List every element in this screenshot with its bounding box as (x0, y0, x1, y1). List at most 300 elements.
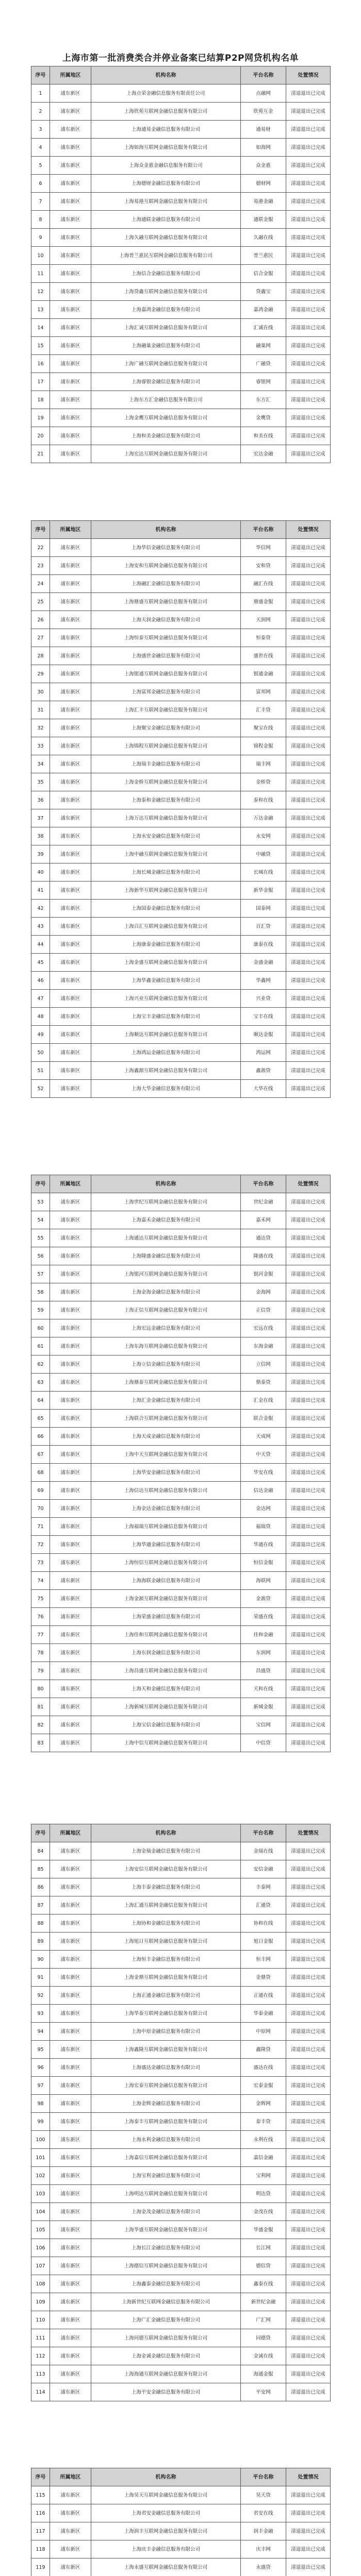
row-district: 浦东新区 (50, 1969, 91, 1987)
table-row (31, 1283, 331, 1301)
table-row (31, 103, 331, 121)
row-company-name: 上海同德互联网金融信息服务有限公司 (91, 2329, 241, 2347)
table-header-row (31, 66, 331, 84)
row-index: 14 (31, 319, 50, 337)
row-district: 浦东新区 (50, 121, 91, 139)
row-status: 清退退出已完成 (286, 301, 331, 319)
row-district: 浦东新区 (50, 175, 91, 193)
table-row (31, 2365, 331, 2383)
row-district: 浦东新区 (50, 2486, 91, 2504)
table-row (31, 2311, 331, 2329)
row-platform-name: 德财网 (241, 175, 286, 193)
row-company-name: 上海世纪互联网金融信息服务有限公司 (91, 1193, 241, 1211)
row-status: 清退退出已完成 (286, 2504, 331, 2522)
row-district: 浦东新区 (50, 2095, 91, 2113)
row-index: 69 (31, 1482, 50, 1500)
row-district: 浦东新区 (50, 1008, 91, 1026)
row-platform-name: 正通在线 (241, 1987, 286, 2005)
row-platform-name: 大华在线 (241, 1080, 286, 1098)
row-index: 96 (31, 2059, 50, 2077)
table-row (31, 355, 331, 373)
row-status: 清退退出已完成 (286, 445, 331, 463)
table-row (31, 1626, 331, 1644)
row-status: 清退退出已完成 (286, 2095, 331, 2113)
column-header: 序号 (31, 66, 50, 84)
row-company-name: 上海金茂金融信息服务有限公司 (91, 2203, 241, 2221)
row-status: 清退退出已完成 (286, 193, 331, 211)
table-row (31, 2077, 331, 2095)
row-status: 清退退出已完成 (286, 2113, 331, 2131)
row-district: 浦东新区 (50, 557, 91, 575)
row-company-name: 上海融巢金融信息服务有限公司 (91, 337, 241, 355)
row-index: 13 (31, 301, 50, 319)
row-status: 清退退出已完成 (286, 1572, 331, 1590)
row-platform-name: 易港金融 (241, 193, 286, 211)
row-platform-name: 福瑞贷 (241, 1518, 286, 1536)
row-platform-name: 汇金在线 (241, 1392, 286, 1410)
row-company-name: 上海金源互联网金融信息服务有限公司 (91, 1590, 241, 1608)
row-district: 浦东新区 (50, 1283, 91, 1301)
row-district: 浦东新区 (50, 2221, 91, 2239)
row-company-name: 上海中天互联网金融信息服务有限公司 (91, 1446, 241, 1464)
row-district: 浦东新区 (50, 157, 91, 175)
row-district: 浦东新区 (50, 2540, 91, 2558)
table-row (31, 936, 331, 954)
row-platform-name: 联合金服 (241, 1410, 286, 1428)
row-index: 88 (31, 1914, 50, 1933)
table-row (31, 557, 331, 575)
row-company-name: 上海海通互联网金融信息服务有限公司 (91, 2365, 241, 2383)
row-district: 浦东新区 (50, 809, 91, 827)
row-status: 清退退出已完成 (286, 1500, 331, 1518)
row-platform-name: 安信金融 (241, 1860, 286, 1878)
table-row (31, 2347, 331, 2365)
row-platform-name: 盛世在线 (241, 647, 286, 665)
row-platform-name: 天和在线 (241, 1680, 286, 1698)
row-district: 浦东新区 (50, 1878, 91, 1896)
row-company-name: 上海新城互联网金融信息服务有限公司 (91, 1698, 241, 1716)
table-row (31, 1644, 331, 1662)
row-status: 清退退出已完成 (286, 2522, 331, 2540)
table-row (31, 2383, 331, 2401)
row-district: 浦东新区 (50, 1062, 91, 1080)
row-platform-name: 鼎盛金服 (241, 593, 286, 611)
row-platform-name: 宝利网 (241, 2167, 286, 2185)
row-index: 41 (31, 882, 50, 900)
row-company-name: 上海兴业互联网金融信息服务有限公司 (91, 990, 241, 1008)
row-district: 浦东新区 (50, 1644, 91, 1662)
table-row (31, 1554, 331, 1572)
row-status: 清退退出已完成 (286, 954, 331, 972)
row-platform-name: 金达网 (241, 1500, 286, 1518)
table-row (31, 1500, 331, 1518)
row-status: 清退退出已完成 (286, 990, 331, 1008)
table-row (31, 2149, 331, 2167)
row-status: 清退退出已完成 (286, 1301, 331, 1319)
table-row (31, 1446, 331, 1464)
row-district: 浦东新区 (50, 103, 91, 121)
table-row (31, 445, 331, 463)
table-row (31, 247, 331, 265)
row-district: 浦东新区 (50, 2383, 91, 2401)
table-row (31, 647, 331, 665)
row-district: 浦东新区 (50, 719, 91, 737)
row-status: 清退退出已完成 (286, 175, 331, 193)
table-page-4 (31, 1824, 330, 2401)
row-status: 清退退出已完成 (286, 1987, 331, 2005)
row-status: 清退退出已完成 (286, 2293, 331, 2311)
row-district: 浦东新区 (50, 827, 91, 845)
row-platform-name: 昌盛贷 (241, 1662, 286, 1680)
row-index: 94 (31, 2023, 50, 2041)
row-platform-name: 恒泰贷 (241, 629, 286, 647)
table-row (31, 629, 331, 647)
row-district: 浦东新区 (50, 1626, 91, 1644)
row-district: 浦东新区 (50, 2077, 91, 2095)
row-index: 60 (31, 1319, 50, 1337)
table-row (31, 1464, 331, 1482)
row-platform-name: 银通金融 (241, 665, 286, 683)
row-status: 清退退出已完成 (286, 1626, 331, 1644)
row-status: 清退退出已完成 (286, 593, 331, 611)
row-index: 37 (31, 809, 50, 827)
row-status: 清退退出已完成 (286, 1229, 331, 1247)
row-district: 浦东新区 (50, 1044, 91, 1062)
row-status: 清退退出已完成 (286, 1374, 331, 1392)
row-company-name: 上海鑫泰金融信息服务有限公司 (91, 2275, 241, 2293)
row-company-name: 上海易港互联网金融信息服务有限公司 (91, 193, 241, 211)
table-row (31, 1987, 331, 2005)
row-company-name: 上海嘉信互联网金融信息服务有限公司 (91, 2149, 241, 2167)
row-platform-name: 康泰在线 (241, 936, 286, 954)
row-platform-name: 汇诚在线 (241, 319, 286, 337)
row-platform-name: 锦程金服 (241, 737, 286, 755)
row-company-name: 上海华盛互联网金融信息服务有限公司 (91, 2221, 241, 2239)
row-company-name: 上海宏远金融信息服务有限公司 (91, 1319, 241, 1337)
row-district: 浦东新区 (50, 1410, 91, 1428)
row-company-name: 上海广融互联网金融信息服务有限公司 (91, 355, 241, 373)
institution-table (31, 66, 331, 463)
row-status: 清退退出已完成 (286, 1446, 331, 1464)
row-status: 清退退出已完成 (286, 121, 331, 139)
row-district: 浦东新区 (50, 391, 91, 409)
row-index: 58 (31, 1283, 50, 1301)
row-district: 浦东新区 (50, 229, 91, 247)
row-company-name: 上海德信互联网金融信息服务有限公司 (91, 2257, 241, 2275)
row-status: 清退退出已完成 (286, 1428, 331, 1446)
row-status: 清退退出已完成 (286, 918, 331, 936)
row-index: 54 (31, 1211, 50, 1229)
row-index: 101 (31, 2149, 50, 2167)
column-header: 序号 (31, 2468, 50, 2486)
row-company-name: 上海庆丰金融信息服务有限公司 (91, 2540, 241, 2558)
row-company-name: 上海众金惠金融信息服务有限公司 (91, 157, 241, 175)
row-company-name: 上海万达互联网金融信息服务有限公司 (91, 809, 241, 827)
row-status: 清退退出已完成 (286, 2383, 331, 2401)
row-platform-name: 恒信金服 (241, 1554, 286, 1572)
row-district: 浦东新区 (50, 1608, 91, 1626)
row-platform-name: 永安网 (241, 827, 286, 845)
row-platform-name: 君安在线 (241, 2504, 286, 2522)
institution-table (31, 1824, 331, 2401)
row-district: 浦东新区 (50, 2059, 91, 2077)
row-status: 清退退出已完成 (286, 1265, 331, 1283)
row-platform-name: 融汇在线 (241, 575, 286, 593)
row-index: 27 (31, 629, 50, 647)
row-index: 18 (31, 391, 50, 409)
row-index: 55 (31, 1229, 50, 1247)
table-row (31, 2558, 331, 2576)
row-status: 清退退出已完成 (286, 900, 331, 918)
row-district: 浦东新区 (50, 1229, 91, 1247)
row-platform-name: 宝信网 (241, 1716, 286, 1734)
row-company-name: 上海华通金融信息服务有限公司 (91, 1536, 241, 1554)
row-index: 104 (31, 2203, 50, 2221)
table-row (31, 1265, 331, 1283)
row-platform-name: 普兰惠民 (241, 247, 286, 265)
row-status: 清退退出已完成 (286, 265, 331, 283)
column-header: 平台名称 (241, 2468, 286, 2486)
row-district: 浦东新区 (50, 1211, 91, 1229)
row-index: 75 (31, 1590, 50, 1608)
row-district: 浦东新区 (50, 1247, 91, 1265)
row-district: 浦东新区 (50, 936, 91, 954)
row-company-name: 上海通达互联网金融信息服务有限公司 (91, 1229, 241, 1247)
row-index: 105 (31, 2221, 50, 2239)
row-company-name: 上海汇通互联网金融信息服务有限公司 (91, 1896, 241, 1914)
row-status: 清退退出已完成 (286, 1716, 331, 1734)
row-status: 清退退出已完成 (286, 1969, 331, 1987)
row-company-name: 上海鸿运金融信息服务有限公司 (91, 1044, 241, 1062)
row-platform-name: 宏达金融 (241, 445, 286, 463)
table-row (31, 121, 331, 139)
row-platform-name: 昊天贷 (241, 2486, 286, 2504)
row-status: 清退退出已完成 (286, 1878, 331, 1896)
row-district: 浦东新区 (50, 1987, 91, 2005)
table-row (31, 2257, 331, 2275)
row-platform-name: 佳和金融 (241, 1626, 286, 1644)
row-platform-name: 恒丰网 (241, 1951, 286, 1969)
row-company-name: 上海通易金融信息服务有限公司 (91, 121, 241, 139)
row-index: 24 (31, 575, 50, 593)
row-company-name: 上海富邦金融信息服务有限公司 (91, 683, 241, 701)
row-index: 34 (31, 755, 50, 773)
row-company-name: 上海金辉金融信息服务有限公司 (91, 2095, 241, 2113)
row-company-name: 上海顺达互联网金融信息服务有限公司 (91, 1026, 241, 1044)
institution-table (31, 2468, 331, 2576)
table-row (31, 1080, 331, 1098)
row-platform-name: 泰丰贷 (241, 2113, 286, 2131)
table-row (31, 593, 331, 611)
row-district: 浦东新区 (50, 2149, 91, 2167)
column-header: 机构名称 (91, 1175, 241, 1193)
table-row (31, 2329, 331, 2347)
row-platform-name: 长城在线 (241, 863, 286, 882)
row-platform-name: 旭日金服 (241, 1933, 286, 1951)
row-status: 清退退出已完成 (286, 247, 331, 265)
row-platform-name: 和美在线 (241, 427, 286, 445)
row-status: 清退退出已完成 (286, 882, 331, 900)
row-company-name: 上海瑞丰金融信息服务有限公司 (91, 755, 241, 773)
table-row (31, 409, 331, 427)
row-platform-name: 聚宝在线 (241, 719, 286, 737)
table-row (31, 2185, 331, 2203)
row-index: 73 (31, 1554, 50, 1572)
row-company-name: 上海金诚金融信息服务有限公司 (91, 2347, 241, 2365)
table-row (31, 2522, 331, 2540)
row-platform-name: 明达贷 (241, 2185, 286, 2203)
row-platform-name: 华通在线 (241, 1536, 286, 1554)
table-row (31, 791, 331, 809)
row-index: 113 (31, 2365, 50, 2383)
row-company-name: 上海聚宝金融信息服务有限公司 (91, 719, 241, 737)
row-company-name: 上海天成金融信息服务有限公司 (91, 1428, 241, 1446)
row-index: 43 (31, 918, 50, 936)
row-status: 清退退出已完成 (286, 1283, 331, 1301)
row-platform-name: 金茂在线 (241, 2203, 286, 2221)
row-district: 浦东新区 (50, 1860, 91, 1878)
row-index: 46 (31, 972, 50, 990)
row-status: 清退退出已完成 (286, 575, 331, 593)
row-platform-name: 永盛贷 (241, 2558, 286, 2576)
row-platform-name: 通联金服 (241, 211, 286, 229)
row-status: 清退退出已完成 (286, 1644, 331, 1662)
row-company-name: 上海恒泰互联网金融信息服务有限公司 (91, 629, 241, 647)
row-status: 清退退出已完成 (286, 1896, 331, 1914)
row-company-name: 上海平安金融信息服务有限公司 (91, 2383, 241, 2401)
row-company-name: 上海盛达金融信息服务有限公司 (91, 2059, 241, 2077)
row-status: 清退退出已完成 (286, 1355, 331, 1374)
row-index: 77 (31, 1626, 50, 1644)
row-company-name: 上海金鼎互联网金融信息服务有限公司 (91, 1969, 241, 1987)
row-district: 浦东新区 (50, 683, 91, 701)
row-platform-name: 鑫隆贷 (241, 2041, 286, 2059)
row-status: 清退退出已完成 (286, 1590, 331, 1608)
column-header: 平台名称 (241, 66, 286, 84)
row-district: 浦东新区 (50, 2185, 91, 2203)
row-district: 浦东新区 (50, 863, 91, 882)
table-row (31, 1337, 331, 1355)
row-district: 浦东新区 (50, 2203, 91, 2221)
row-status: 清退退出已完成 (286, 139, 331, 157)
table-row (31, 1734, 331, 1752)
row-district: 浦东新区 (50, 319, 91, 337)
row-index: 40 (31, 863, 50, 882)
row-district: 浦东新区 (50, 2558, 91, 2576)
row-platform-name: 金鼎贷 (241, 1969, 286, 1987)
row-platform-name: 中原网 (241, 2023, 286, 2041)
row-platform-name: 世纪金融 (241, 1193, 286, 1211)
row-index: 28 (31, 647, 50, 665)
row-platform-name: 顺达金服 (241, 1026, 286, 1044)
table-row (31, 882, 331, 900)
row-district: 浦东新区 (50, 539, 91, 557)
row-platform-name: 贷鑫宝 (241, 283, 286, 301)
row-district: 浦东新区 (50, 1355, 91, 1374)
row-index: 1 (31, 84, 50, 103)
table-row (31, 2059, 331, 2077)
row-district: 浦东新区 (50, 84, 91, 103)
row-index: 90 (31, 1951, 50, 1969)
row-district: 浦东新区 (50, 1026, 91, 1044)
table-row (31, 611, 331, 629)
row-district: 浦东新区 (50, 1319, 91, 1337)
row-platform-name: 嘉鸿金融 (241, 301, 286, 319)
row-district: 浦东新区 (50, 2113, 91, 2131)
row-index: 62 (31, 1355, 50, 1374)
row-company-name: 上海银通互联网金融信息服务有限公司 (91, 665, 241, 683)
row-index: 3 (31, 121, 50, 139)
table-row (31, 2486, 331, 2504)
row-index: 23 (31, 557, 50, 575)
row-index: 87 (31, 1896, 50, 1914)
row-company-name: 上海新世纪互联网金融信息服务有限公司 (91, 2293, 241, 2311)
row-status: 清退退出已完成 (286, 647, 331, 665)
table-row (31, 139, 331, 157)
table-row (31, 755, 331, 773)
row-index: 70 (31, 1500, 50, 1518)
row-company-name: 上海盛世金融信息服务有限公司 (91, 647, 241, 665)
table-row (31, 845, 331, 863)
row-district: 浦东新区 (50, 1896, 91, 1914)
table-header-row (31, 1175, 331, 1193)
row-index: 100 (31, 2131, 50, 2149)
row-status: 清退退出已完成 (286, 611, 331, 629)
row-district: 浦东新区 (50, 1464, 91, 1482)
row-district: 浦东新区 (50, 1080, 91, 1098)
row-company-name: 上海东润金融信息服务有限公司 (91, 1644, 241, 1662)
row-status: 清退退出已完成 (286, 845, 331, 863)
row-platform-name: 众金惠 (241, 157, 286, 175)
row-district: 浦东新区 (50, 575, 91, 593)
row-platform-name: 华鑫网 (241, 972, 286, 990)
row-status: 清退退出已完成 (286, 1044, 331, 1062)
row-index: 111 (31, 2329, 50, 2347)
row-index: 39 (31, 845, 50, 863)
row-district: 浦东新区 (50, 1590, 91, 1608)
row-index: 116 (31, 2504, 50, 2522)
row-platform-name: 泰和在线 (241, 791, 286, 809)
table-row (31, 337, 331, 355)
row-index: 81 (31, 1698, 50, 1716)
row-platform-name: 正信贷 (241, 1301, 286, 1319)
table-row (31, 990, 331, 1008)
row-index: 33 (31, 737, 50, 755)
row-status: 清退退出已完成 (286, 2149, 331, 2167)
row-status: 清退退出已完成 (286, 2005, 331, 2023)
row-status: 清退退出已完成 (286, 827, 331, 845)
row-district: 浦东新区 (50, 990, 91, 1008)
row-index: 26 (31, 611, 50, 629)
row-index: 74 (31, 1572, 50, 1590)
row-index: 72 (31, 1536, 50, 1554)
row-company-name: 上海鑫隆互联网金融信息服务有限公司 (91, 2041, 241, 2059)
row-platform-name: 隆盛在线 (241, 1247, 286, 1265)
row-company-name: 上海汇诚互联网金融信息服务有限公司 (91, 319, 241, 337)
row-platform-name: 鑫源贷 (241, 1062, 286, 1080)
row-status: 清退退出已完成 (286, 539, 331, 557)
table-row (31, 211, 331, 229)
row-platform-name: 长江网 (241, 2239, 286, 2257)
row-platform-name: 金盛金融 (241, 954, 286, 972)
row-company-name: 上海新华互联网金融信息服务有限公司 (91, 882, 241, 900)
row-platform-name: 盛达在线 (241, 2059, 286, 2077)
row-platform-name: 立信网 (241, 1355, 286, 1374)
row-index: 64 (31, 1392, 50, 1410)
row-company-name: 上海恒丰金融信息服务有限公司 (91, 1951, 241, 1969)
column-header: 机构名称 (91, 1824, 241, 1842)
table-row (31, 1518, 331, 1536)
